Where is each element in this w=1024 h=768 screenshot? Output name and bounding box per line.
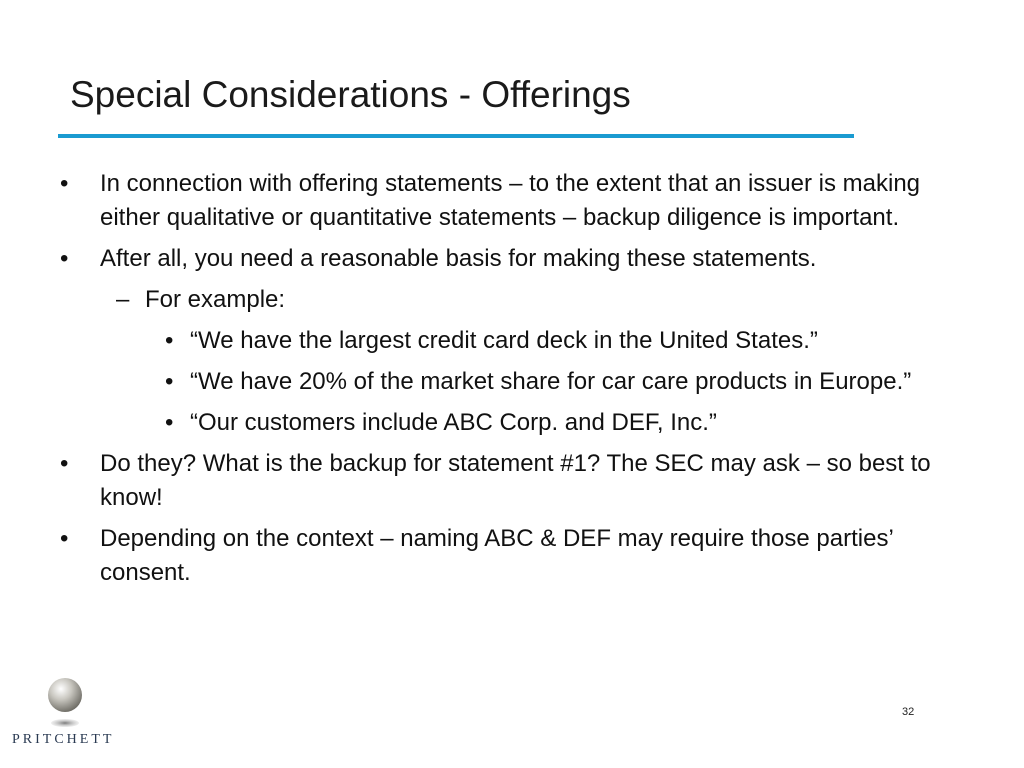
bullet-text: Do they? What is the backup for statement #1? The SEC may ask – so best to know!: [100, 450, 931, 511]
bullet-item: [0, 242, 970, 276]
bullet-text: “We have the largest credit card deck in the United States.”: [190, 327, 818, 354]
bullet-text: Depending on the context – naming ABC & DEF may require those parties’ consent.: [100, 525, 893, 586]
slide-title: Special Considerations - Offerings: [70, 74, 631, 115]
company-logo: [6, 672, 114, 758]
logo-wordmark: PRITCHETT: [12, 732, 115, 747]
dash-marker: –: [116, 286, 130, 313]
bullet-text: For example:: [145, 286, 286, 313]
bullet-text: After all, you need a reasonable basis for making these statements.: [100, 245, 817, 272]
bullet-marker: •: [60, 245, 69, 272]
bullet-text: “Our customers include ABC Corp. and DEF, Inc.”: [190, 409, 717, 436]
page-number: 32: [902, 706, 915, 718]
bullet-list: [0, 167, 1024, 597]
bullet-marker: •: [165, 409, 174, 436]
bullet-item: [0, 447, 970, 515]
bullet-item: [0, 522, 970, 590]
example-bullet-item: [0, 406, 940, 440]
bullet-marker: •: [60, 450, 69, 477]
bullet-marker: •: [165, 327, 174, 354]
example-bullet-item: [0, 324, 940, 358]
bullet-marker: •: [60, 170, 69, 197]
sub-bullet-item: [0, 283, 970, 317]
sphere-logo-icon: [46, 676, 84, 730]
bullet-item: [0, 167, 970, 235]
bullet-marker: •: [165, 368, 174, 395]
bullet-marker: •: [60, 525, 69, 552]
bullet-text: In connection with offering statements – to the extent that an issuer is making either qualitative or quantitative statements – backup diligence is important.: [100, 170, 921, 231]
bullet-text: “We have 20% of the market share for car care products in Europe.”: [190, 368, 912, 395]
title-underline: [58, 134, 854, 138]
example-bullet-item: [0, 365, 940, 399]
